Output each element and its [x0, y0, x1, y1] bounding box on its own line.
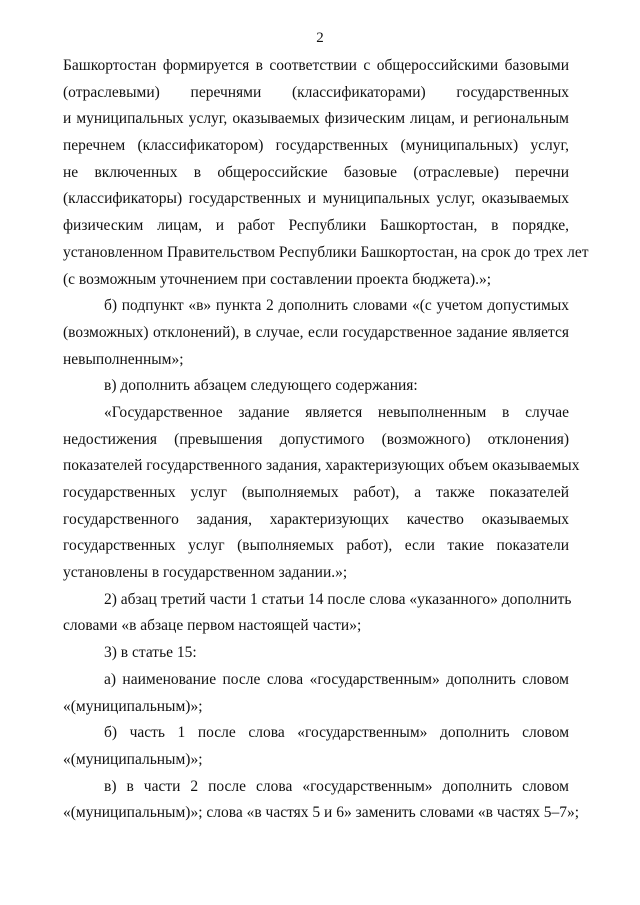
text-line: установлены в государственном задании.»;	[63, 564, 348, 582]
text-line: б) подпункт «в» пункта 2 дополнить словами «(с учетом допустимых	[104, 297, 569, 315]
text-line: «(муниципальным)»;	[63, 697, 203, 715]
text-line: государственных услуг (выполняемых работ), если такие показатели	[63, 537, 569, 555]
text-line: б) часть 1 после слова «государственным» дополнить словом	[104, 724, 569, 742]
text-line: (отраслевыми) перечнями (классификаторами) государственных	[63, 83, 569, 101]
text-line: в) дополнить абзацем следующего содержания:	[104, 377, 418, 395]
text-line: государственных услуг (выполняемых работ), а также показателей	[63, 484, 569, 501]
text-line: «(муниципальным)»; слова «в частях 5 и 6» заменить словами «в частях 5–7»;	[63, 804, 580, 822]
paragraph-item-3b	[63, 720, 569, 773]
paragraph-item-3a	[63, 667, 569, 720]
text-line: установленном Правительством Республики Башкортостан, на срок до трех лет	[63, 243, 589, 261]
paragraph-quoted-addition	[63, 400, 580, 587]
document-body	[63, 53, 589, 827]
text-line: Башкортостан формируется в соответствии с общероссийскими базовыми	[63, 57, 569, 74]
paragraph-continuation	[63, 53, 589, 293]
text-line: физическим лицам, и работ Республики Башкортостан, в порядке,	[63, 217, 569, 235]
text-line: а) наименование после слова «государственным» дополнить словом	[104, 670, 569, 688]
paragraph-item-3	[63, 640, 569, 667]
text-line: государственного задания, характеризующих качество оказываемых	[63, 510, 569, 528]
text-line: перечнем (классификатором) государственных (муниципальных) услуг,	[63, 137, 569, 155]
paragraph-subitem-v	[63, 373, 569, 400]
text-line: словами «в абзаце первом настоящей части»;	[63, 617, 362, 635]
text-line: (классификаторы) государственных и муниципальных услуг, оказываемых	[63, 190, 569, 208]
paragraph-item-2	[63, 587, 572, 640]
text-line: «Государственное задание является невыполненным в случае	[104, 403, 569, 421]
paragraph-item-3v	[63, 774, 580, 827]
paragraph-subitem-b	[63, 293, 569, 373]
text-line: недостижения (превышения допустимого (возможного) отклонения)	[63, 430, 569, 448]
text-line: 3) в статье 15:	[104, 644, 197, 662]
text-line: невыполненным»;	[63, 350, 184, 368]
text-line: в) в части 2 после слова «государственным» дополнить словом	[104, 777, 569, 795]
text-line: показателей государственного задания, характеризующих объем оказываемых	[63, 457, 580, 475]
text-line: не включенных в общероссийские базовые (отраслевые) перечни	[63, 163, 569, 181]
text-line: (возможных) отклонений), в случае, если государственное задание является	[63, 323, 569, 341]
text-line: и муниципальных услуг, оказываемых физическим лицам, и региональным	[63, 110, 569, 128]
text-line: (с возможным уточнением при составлении проекта бюджета).»;	[63, 270, 492, 288]
text-line: «(муниципальным)»;	[63, 750, 203, 768]
text-line: 2) абзац третий части 1 статьи 14 после слова «указанного» дополнить	[104, 590, 572, 608]
page-number: 2	[316, 30, 324, 46]
